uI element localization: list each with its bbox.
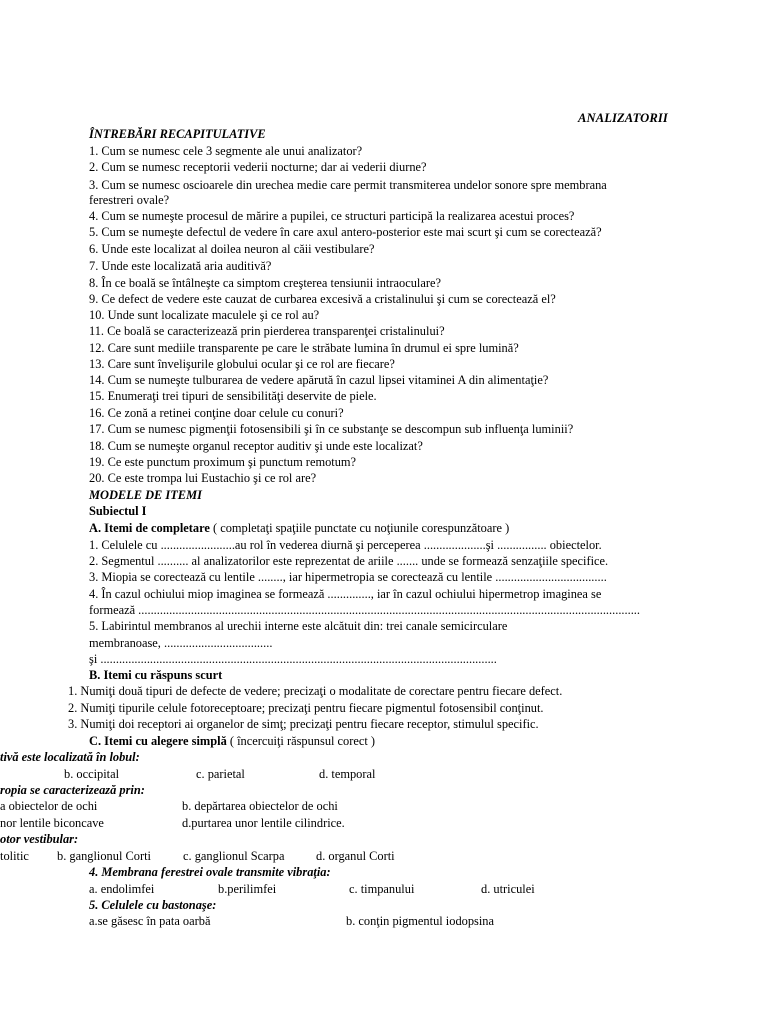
section-a-instruction: ( completaţi spaţiile punctate cu noţiunile corespunzătoare ) bbox=[209, 521, 510, 535]
page-title: ANALIZATORII bbox=[578, 111, 668, 125]
section-a-title: A. Itemi de completare bbox=[89, 521, 210, 535]
recap-question: 6. Unde este localizat al doilea neuron al căii vestibulare? bbox=[89, 242, 375, 256]
section-c-header bbox=[89, 733, 375, 749]
section-b-title: B. Itemi cu răspuns scurt bbox=[89, 668, 223, 682]
section-c-title: C. Itemi cu alegere simplă bbox=[89, 734, 227, 748]
mcq-1-option-d[interactable]: d. temporal bbox=[319, 767, 376, 781]
short-answer-item: 2. Numiţi tipurile celule fotoreceptoare; precizaţi pentru fiecare pigmentul fotosensibil conţinut. bbox=[68, 701, 544, 715]
recap-question: 1. Cum se numesc cele 3 segmente ale unui analizator? bbox=[89, 144, 363, 158]
mcq-1-stem: tivă este localizată în lobul: bbox=[0, 750, 140, 764]
fill-in-item: 1. Celulele cu ........................au rol în vederea diurnă şi perceperea ....................şi ................ obiectelor. bbox=[89, 538, 602, 552]
recap-question: 16. Ce zonă a retinei conţine doar celule cu conuri? bbox=[89, 406, 344, 420]
mcq-3-option-a[interactable]: tolitic bbox=[0, 849, 29, 863]
recap-question: 14. Cum se numeşte tulburarea de vedere apărută în cazul lipsei vitaminei A din alimentaţie? bbox=[89, 373, 549, 387]
recap-question: 17. Cum se numesc pigmenţii fotosensibili şi în ce substanţe se descompun sub influenţa luminii? bbox=[89, 422, 574, 436]
mcq-4-option-d[interactable]: d. utriculei bbox=[481, 882, 535, 896]
fill-in-item: 2. Segmentul .......... al analizatorilor este reprezentat de ariile ....... unde se formează senzaţiile specifice. bbox=[89, 554, 609, 568]
mcq-5-option-a[interactable]: a.se găsesc în pata oarbă bbox=[89, 914, 211, 928]
fill-in-item: 4. În cazul ochiului miop imaginea se formează .............., iar în cazul ochiului hipermetrop imaginea se bbox=[89, 587, 602, 601]
mcq-2-option-c[interactable]: nor lentile biconcave bbox=[0, 816, 104, 830]
recap-question: 15. Enumeraţi trei tipuri de sensibilităţi deservite de piele. bbox=[89, 389, 377, 403]
short-answer-item: 1. Numiţi două tipuri de defecte de vedere; precizaţi o modalitate de corectare pentru fiecare defect. bbox=[68, 684, 563, 698]
recap-question: 5. Cum se numeşte defectul de vedere în care axul antero-posterior este mai scurt şi cum se corectează? bbox=[89, 225, 602, 239]
mcq-5-option-b[interactable]: b. conţin pigmentul iodopsina bbox=[346, 914, 494, 928]
mcq-4-option-c[interactable]: c. timpanului bbox=[349, 882, 415, 896]
recap-question: 2. Cum se numesc receptorii vederii nocturne; dar ai vederii diurne? bbox=[89, 160, 427, 174]
mcq-4-option-a[interactable]: a. endolimfei bbox=[89, 882, 155, 896]
mcq-1-option-c[interactable]: c. parietal bbox=[196, 767, 245, 781]
fill-in-item: 3. Miopia se corectează cu lentile ........, iar hipermetropia se corectează cu lentile .................................... bbox=[89, 570, 607, 584]
mcq-3-option-d[interactable]: d. organul Corti bbox=[316, 849, 395, 863]
mcq-2-option-b[interactable]: b. depărtarea obiectelor de ochi bbox=[182, 799, 338, 813]
mcq-4-option-b[interactable]: b.perilimfei bbox=[218, 882, 277, 896]
mcq-3-stem: otor vestibular: bbox=[0, 832, 79, 846]
mcq-3-option-b[interactable]: b. ganglionul Corti bbox=[57, 849, 151, 863]
recap-question: 19. Ce este punctum proximum şi punctum remotum? bbox=[89, 455, 357, 469]
subject-heading: Subiectul I bbox=[89, 504, 147, 518]
section-a-header bbox=[89, 520, 509, 536]
recap-question: 9. Ce defect de vedere este cauzat de curbarea excesivă a cristalinului şi cum se corectează el? bbox=[89, 292, 556, 306]
mcq-2-stem: ropia se caracterizează prin: bbox=[0, 783, 145, 797]
recap-question: 11. Ce boală se caracterizează prin pierderea transparenţei cristalinului? bbox=[89, 324, 445, 338]
recap-question: 13. Care sunt învelişurile globului ocular şi ce rol are fiecare? bbox=[89, 357, 395, 371]
fill-in-item: 5. Labirintul membranos al urechii interne este alcătuit din: trei canale semicirculare bbox=[89, 619, 508, 633]
models-heading: MODELE DE ITEMI bbox=[89, 488, 202, 502]
mcq-4-stem: 4. Membrana ferestrei ovale transmite vibraţia: bbox=[89, 865, 331, 879]
mcq-1-option-b[interactable]: b. occipital bbox=[64, 767, 120, 781]
recap-question: 20. Ce este trompa lui Eustachio şi ce rol are? bbox=[89, 471, 317, 485]
fill-in-item-continuation: şi ................................................................................................................................ bbox=[89, 652, 497, 666]
recap-question: 12. Care sunt mediile transparente pe care le străbate lumina în drumul ei spre lumină? bbox=[89, 341, 519, 355]
recap-question: 7. Unde este localizată aria auditivă? bbox=[89, 259, 272, 273]
recap-question: 3. Cum se numesc oscioarele din urechea medie care permit transmiterea undelor sonore spre membrana bbox=[89, 178, 607, 192]
recap-question: 8. În ce boală se întâlneşte ca simptom creşterea tensiunii intraoculare? bbox=[89, 276, 441, 290]
recap-question-continuation: ferestreri ovale? bbox=[89, 193, 170, 207]
recap-question: 10. Unde sunt localizate maculele şi ce rol au? bbox=[89, 308, 320, 322]
fill-in-item-continuation: formează .................................................................................................................................................................. bbox=[89, 603, 641, 617]
recap-heading: ÎNTREBĂRI RECAPITULATIVE bbox=[89, 127, 266, 141]
mcq-5-stem: 5. Celulele cu bastonaşe: bbox=[89, 898, 217, 912]
short-answer-item: 3. Numiţi doi receptori ai organelor de simţ; precizaţi pentru fiecare receptor, stimulul specific. bbox=[68, 717, 539, 731]
mcq-2-option-d[interactable]: d.purtarea unor lentile cilindrice. bbox=[182, 816, 345, 830]
recap-question: 18. Cum se numeşte organul receptor auditiv şi unde este localizat? bbox=[89, 439, 423, 453]
section-c-instruction: ( încercuiţi răspunsul corect ) bbox=[226, 734, 376, 748]
fill-in-item-continuation: membranoase, ................................... bbox=[89, 636, 273, 650]
recap-question: 4. Cum se numeşte procesul de mărire a pupilei, ce structuri participă la realizarea acestui proces? bbox=[89, 209, 575, 223]
mcq-2-option-a[interactable]: a obiectelor de ochi bbox=[0, 799, 98, 813]
mcq-3-option-c[interactable]: c. ganglionul Scarpa bbox=[183, 849, 285, 863]
